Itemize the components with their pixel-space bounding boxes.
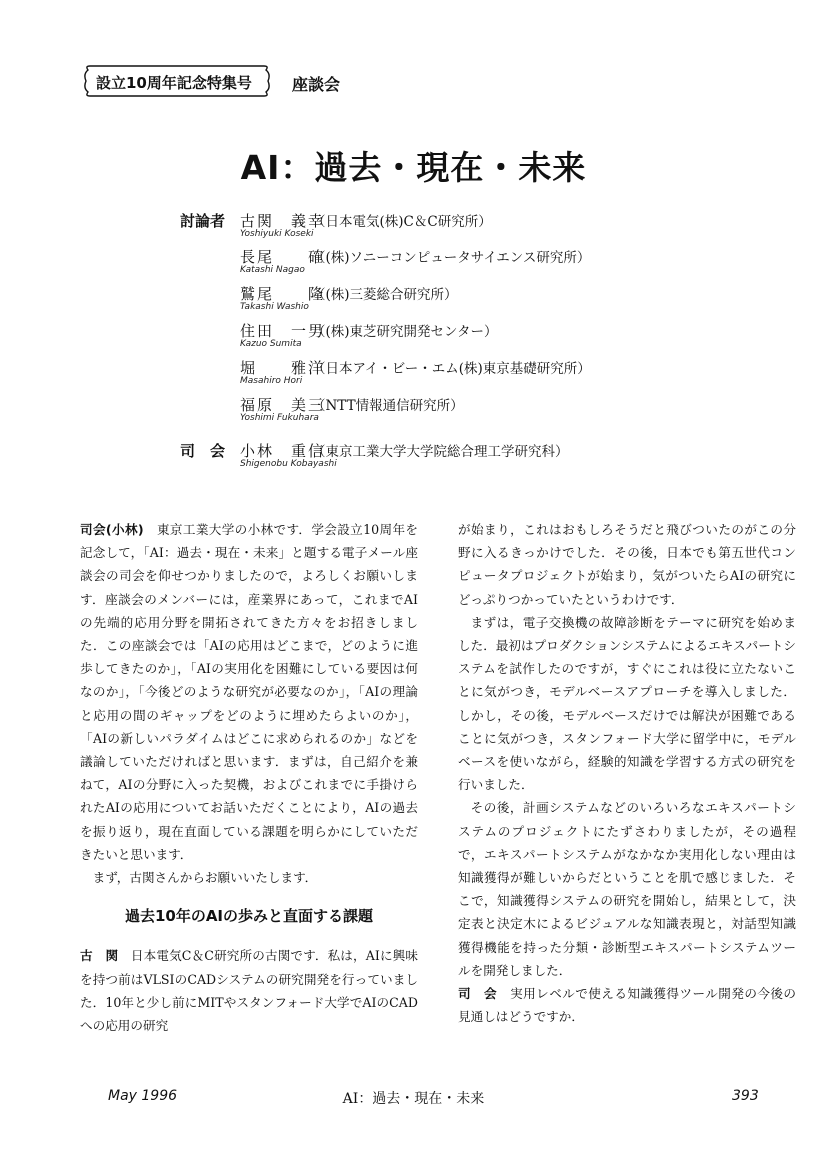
- participant-row: [240, 394, 464, 415]
- participant-affiliation: （日本アイ・ビー・エム(株)東京基礎研究所）: [312, 361, 591, 377]
- participant-row: [240, 246, 590, 267]
- moderator-romaji: Shigenobu Kobayashi: [240, 459, 337, 469]
- paragraph: が始まり，これはおもしろそうだと飛びついたのがこの分野に入るきっかけでした．その後，日本でも第五世代コンピュータプロジェクトが始まり，気がついたらAIの研究にどっぷりつかっていたというわけです．: [458, 522, 796, 607]
- paragraph-text: 日本電気C＆C研究所の古関です．私は，AIに興味を持つ前はVLSIのCADシステムの研究開発を行っていました．10年と少し前にMITやスタンフォード大学でAIのCADへの応用の研究: [80, 948, 419, 1034]
- footer-date: May 1996: [108, 1088, 178, 1104]
- participant-name: 福原 美三: [240, 396, 326, 414]
- participant-romaji: Katashi Nagao: [240, 265, 305, 275]
- participant-name: 堀 雅洋: [240, 359, 326, 377]
- paragraph: その後，計画システムなどのいろいろなエキスパートシステムのプロジェクトにたずさわりましたが，その過程で，エキスパートシステムがなかなか実用化しない理由は知識獲得が難しいからだということを肌で感じました．そこで，知識獲得システムの研究を開始し，結果として，決定表と決定木によるビジュアルな知識表現と，対話型知識獲得機能を持った分類・診断型エキスパートシステムツールを開発しました．: [458, 800, 796, 978]
- page-footer: [0, 1088, 827, 1112]
- banner-text: 設立10周年記念特集号: [96, 74, 252, 92]
- participant-affiliation: （(株)ソニーコンピュータサイエンス研究所）: [312, 250, 591, 266]
- participant-romaji: Masahiro Hori: [240, 376, 303, 386]
- speaker-label: 古 関: [80, 948, 119, 964]
- article-title: AI：過去・現在・未来: [240, 148, 587, 187]
- paragraph-text: 実用レベルで使える知識獲得ツール開発の今後の見通しはどうですか．: [458, 986, 797, 1025]
- body-column-right: [458, 518, 796, 1028]
- participant-name: 鷲尾 隆: [240, 285, 326, 303]
- participant-row: [240, 283, 458, 304]
- participant-romaji: Yoshimi Fukuhara: [240, 413, 319, 423]
- discussants-label: 討論者: [180, 212, 226, 230]
- section-heading: 過去10年のAIの歩みと直面する課題: [124, 907, 374, 926]
- moderator-name: 小林 重信: [240, 442, 326, 460]
- paragraph-text: 東京工業大学の小林です．学会設立10周年を記念して，「AI：過去・現在・未来」と題する電子メール座談会の司会を仰せつかりましたので，よろしくお願いします．座談会のメンバーには，産業界にあって，これまでAIの先端的応用分野を開拓されてきた方々をお招きしました．この座談会では「AIの応用はどこまで，どのように進歩してきたのか」，「AIの実用化を困難にしている要因は何なのか」，「今後どのような研究が必要なのか」，「AIの理論と応用の間のギャップをどのように埋めたらよいのか」，「AIの新しいパラダイムはどこに求められるのか」などを議論していただければと思います．まずは，自己紹介を兼ねて，AIの分野に入った契機，およびこれまでに手掛けられたAIの応用についてお話いただくことにより，AIの過去を振り返り，現在直面している課題を明らかにしていただきたいと思います．: [80, 522, 418, 862]
- participant-row: [240, 210, 492, 231]
- participant-romaji: Kazuo Sumita: [240, 339, 302, 349]
- paragraph: まず，古関さんからお願いいたします．: [92, 870, 318, 886]
- participant-name: 住田 一男: [240, 322, 326, 340]
- participant-name: 古関 義幸: [240, 212, 326, 230]
- paragraph: まずは，電子交換機の故障診断をテーマに研究を始めました．最初はプロダクションシステムによるエキスパートシステムを試作したのですが，すぐにこれは役に立たないことに気がつき，モデルベースアプローチを導入しました．しかし，その後，モデルベースだけでは解決が困難であることに気がつき，スタンフォード大学に留学中に，モデルベースを使いながら，経験的知識を学習する方式の研究を行いました．: [458, 614, 796, 793]
- footer-running-title: AI：過去・現在・未来: [342, 1091, 485, 1107]
- body-column-left: [80, 518, 418, 1037]
- participant-affiliation: （日本電気(株)C＆C研究所）: [312, 214, 492, 230]
- moderator-label: 司 会: [180, 442, 226, 460]
- section-label: 座談会: [292, 75, 341, 94]
- participant-affiliation: （(株)東芝研究開発センター）: [312, 324, 498, 340]
- participant-romaji: Yoshiyuki Koseki: [240, 229, 314, 239]
- participant-affiliation: （(株)三菱総合研究所）: [312, 287, 458, 303]
- paragraph: [80, 944, 418, 1037]
- paragraph: [80, 518, 418, 866]
- participant-romaji: Takashi Washio: [240, 302, 309, 312]
- participant-row: [240, 357, 591, 378]
- participant-affiliation: （NTT情報通信研究所）: [312, 398, 464, 414]
- special-issue-banner: [82, 64, 272, 98]
- participant-row: [240, 320, 498, 341]
- moderator-affiliation: （東京工業大学大学院総合理工学研究科）: [312, 444, 569, 460]
- page-number: 393: [732, 1088, 759, 1104]
- paragraph: [458, 982, 796, 1028]
- moderator-row: [240, 440, 569, 461]
- speaker-label: 司 会: [458, 986, 498, 1002]
- participant-name: 長尾 確: [240, 248, 326, 266]
- speaker-label: 司会(小林): [80, 522, 144, 537]
